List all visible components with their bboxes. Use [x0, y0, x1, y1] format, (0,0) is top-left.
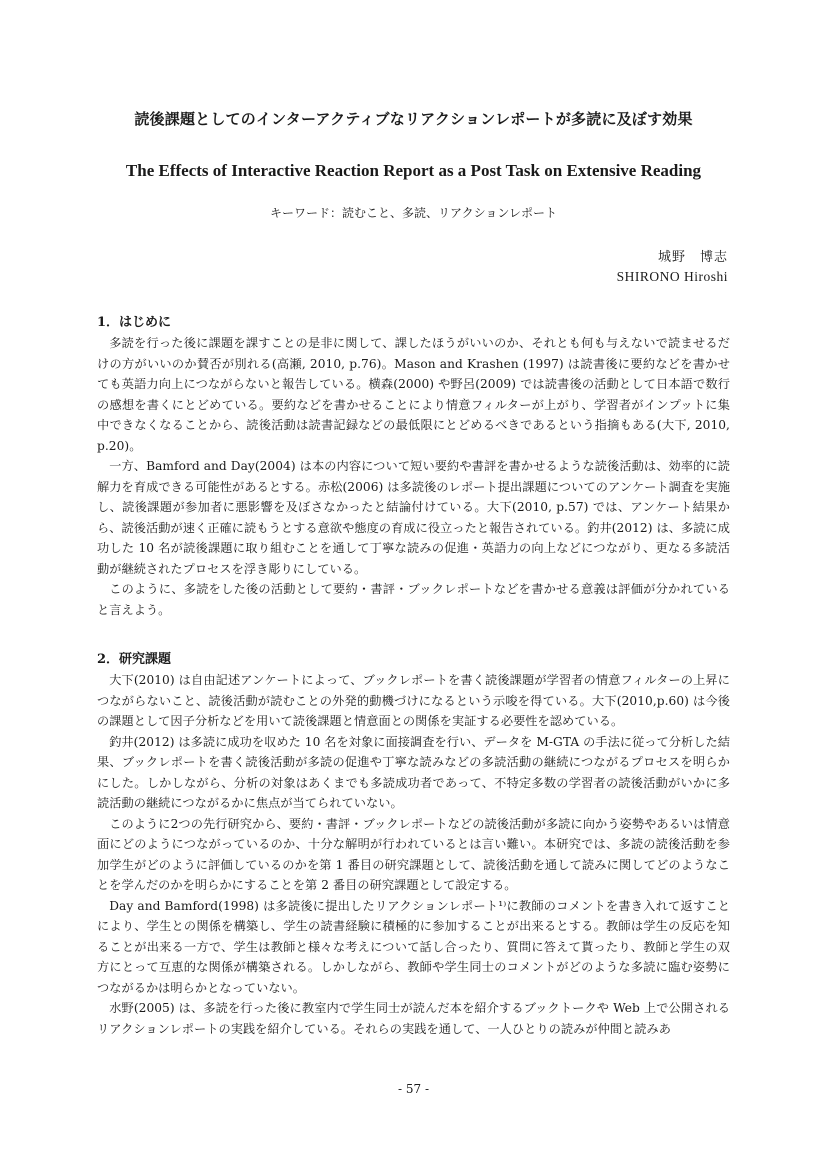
title-english: The Effects of Interactive Reaction Report as a Post Task on Extensive Reading: [125, 161, 702, 180]
paragraph: このように2つの先行研究から、要約・書評・ブックレポートなどの読後活動が多読に向かう姿勢やあるいは情意面にどのようにつながっているのか、十分な解明が行われているとは言い難い。本研究では、多読の読後活動を参加学生がどのように評価しているのかを第 1 番目の研究課題として、読後活動を通して読みに関してどのようなことを学んだのかを明らかにすることを第 2 番目の研究課題として設定する。: [97, 816, 730, 892]
paragraph: 水野(2005) は、多読を行った後に教室内で学生同士が読んだ本を紹介するブックトークや Web 上で公開されるリアクションレポートの実践を紹介している。それらの実践を通して、一人ひとりの読みが仲間と読みあ: [97, 1001, 730, 1036]
page-number: - 57 -: [397, 1082, 429, 1096]
paragraph: このように、多読をした後の活動として要約・書評・ブックレポートなどを書かせる意義は評価が分かれていると言えよう。: [97, 582, 730, 617]
section-research-questions: [97, 650, 730, 1039]
section-introduction: [97, 313, 730, 620]
paragraph: 釣井(2012) は多読に成功を収めた 10 名を対象に面接調査を行い、データを M-GTA の手法に従って分析した結果、ブックレポートを書く読後活動が多読の促進や丁寧な読みなどの多読活動の継続につながるプロセスを明らかにした。しかしながら、分析の対象はあくまでも多読成功者であって、不特定多数の学習者の読後活動がいかに多読活動の継続につながるかに焦点が当てられていない。: [97, 734, 730, 810]
author-name-english: SHIRONO Hiroshi: [616, 269, 728, 284]
author-name-japanese: 城野 博志: [657, 250, 728, 265]
paragraph: Day and Bamford(1998) は多読後に提出したリアクションレポート¹⁾に教師のコメントを書き入れて返すことにより、学生との関係を構築し、学生の読書経験に積極的に参加することが出来るとする。教師は学生の反応を知ることが出来る一方で、学生は教師と様々な考えについて話し合ったり、質問に答えて貰ったり、教師と学生の双方にとって互恵的な関係が構築される。しかしながら、教師や学生同士のコメントがどのような多読に臨む姿勢につながるかは明らかとなっていない。: [97, 898, 730, 995]
paragraph: 大下(2010) は自由記述アンケートによって、ブックレポートを書く読後課題が学習者の情意フィルターの上昇につながらないこと、読後活動が読むことの外発的動機づけになるという示唆を得ている。大下(2010,p.60) は今後の課題として因子分析などを用いて読後課題と情意面との関係を実証する必要性を認めている。: [97, 673, 730, 728]
section-heading: 1．はじめに: [97, 315, 172, 330]
keywords: キーワード：読むこと、多読、リアクションレポート: [269, 206, 558, 220]
title-japanese: 読後課題としてのインターアクティブなリアクションレポートが多読に及ぼす効果: [134, 110, 693, 128]
paragraph: 多読を行った後に課題を課すことの是非に関して、課したほうがいいのか、それとも何も与えないで読ませるだけの方がいいのか賛否が別れる(高瀬, 2010, p.76)。Mason and Krashen (1997) は読書後に要約などを書かせても英語力向上につながらないと報告している。横森(2000) や野呂(2009) では読書後の活動として日本語で数行の感想を書くにとどめている。要約などを書かせることにより情意フィルターが上がり、学習者がインプットに集中できなくなることから、読後活動は読書記録などの最低限にとどめるべきであるという指摘もある(大下, 2010, p.20)。: [97, 336, 730, 453]
paragraph: 一方、Bamford and Day(2004) は本の内容について短い要約や書評を書かせるような読後活動は、効率的に読解力を育成できる可能性があるとする。赤松(2006) は多読後のレポート提出課題についてのアンケート調査を実施し、読後課題が参加者に悪影響を及ぼさなかったと結論付けている。大下(2010, p.57) では、アンケート結果から、読後活動が速く正確に読もうとする意欲や態度の育成に役立ったと報告されている。釣井(2012) は、多読に成功した 10 名が読後課題に取り組むことを通して丁寧な読みの促進・英語力の向上などにつながり、更なる多読活動が継続されたプロセスを浮き彫りにしている。: [97, 459, 730, 576]
section-heading: 2．研究課題: [97, 652, 172, 667]
